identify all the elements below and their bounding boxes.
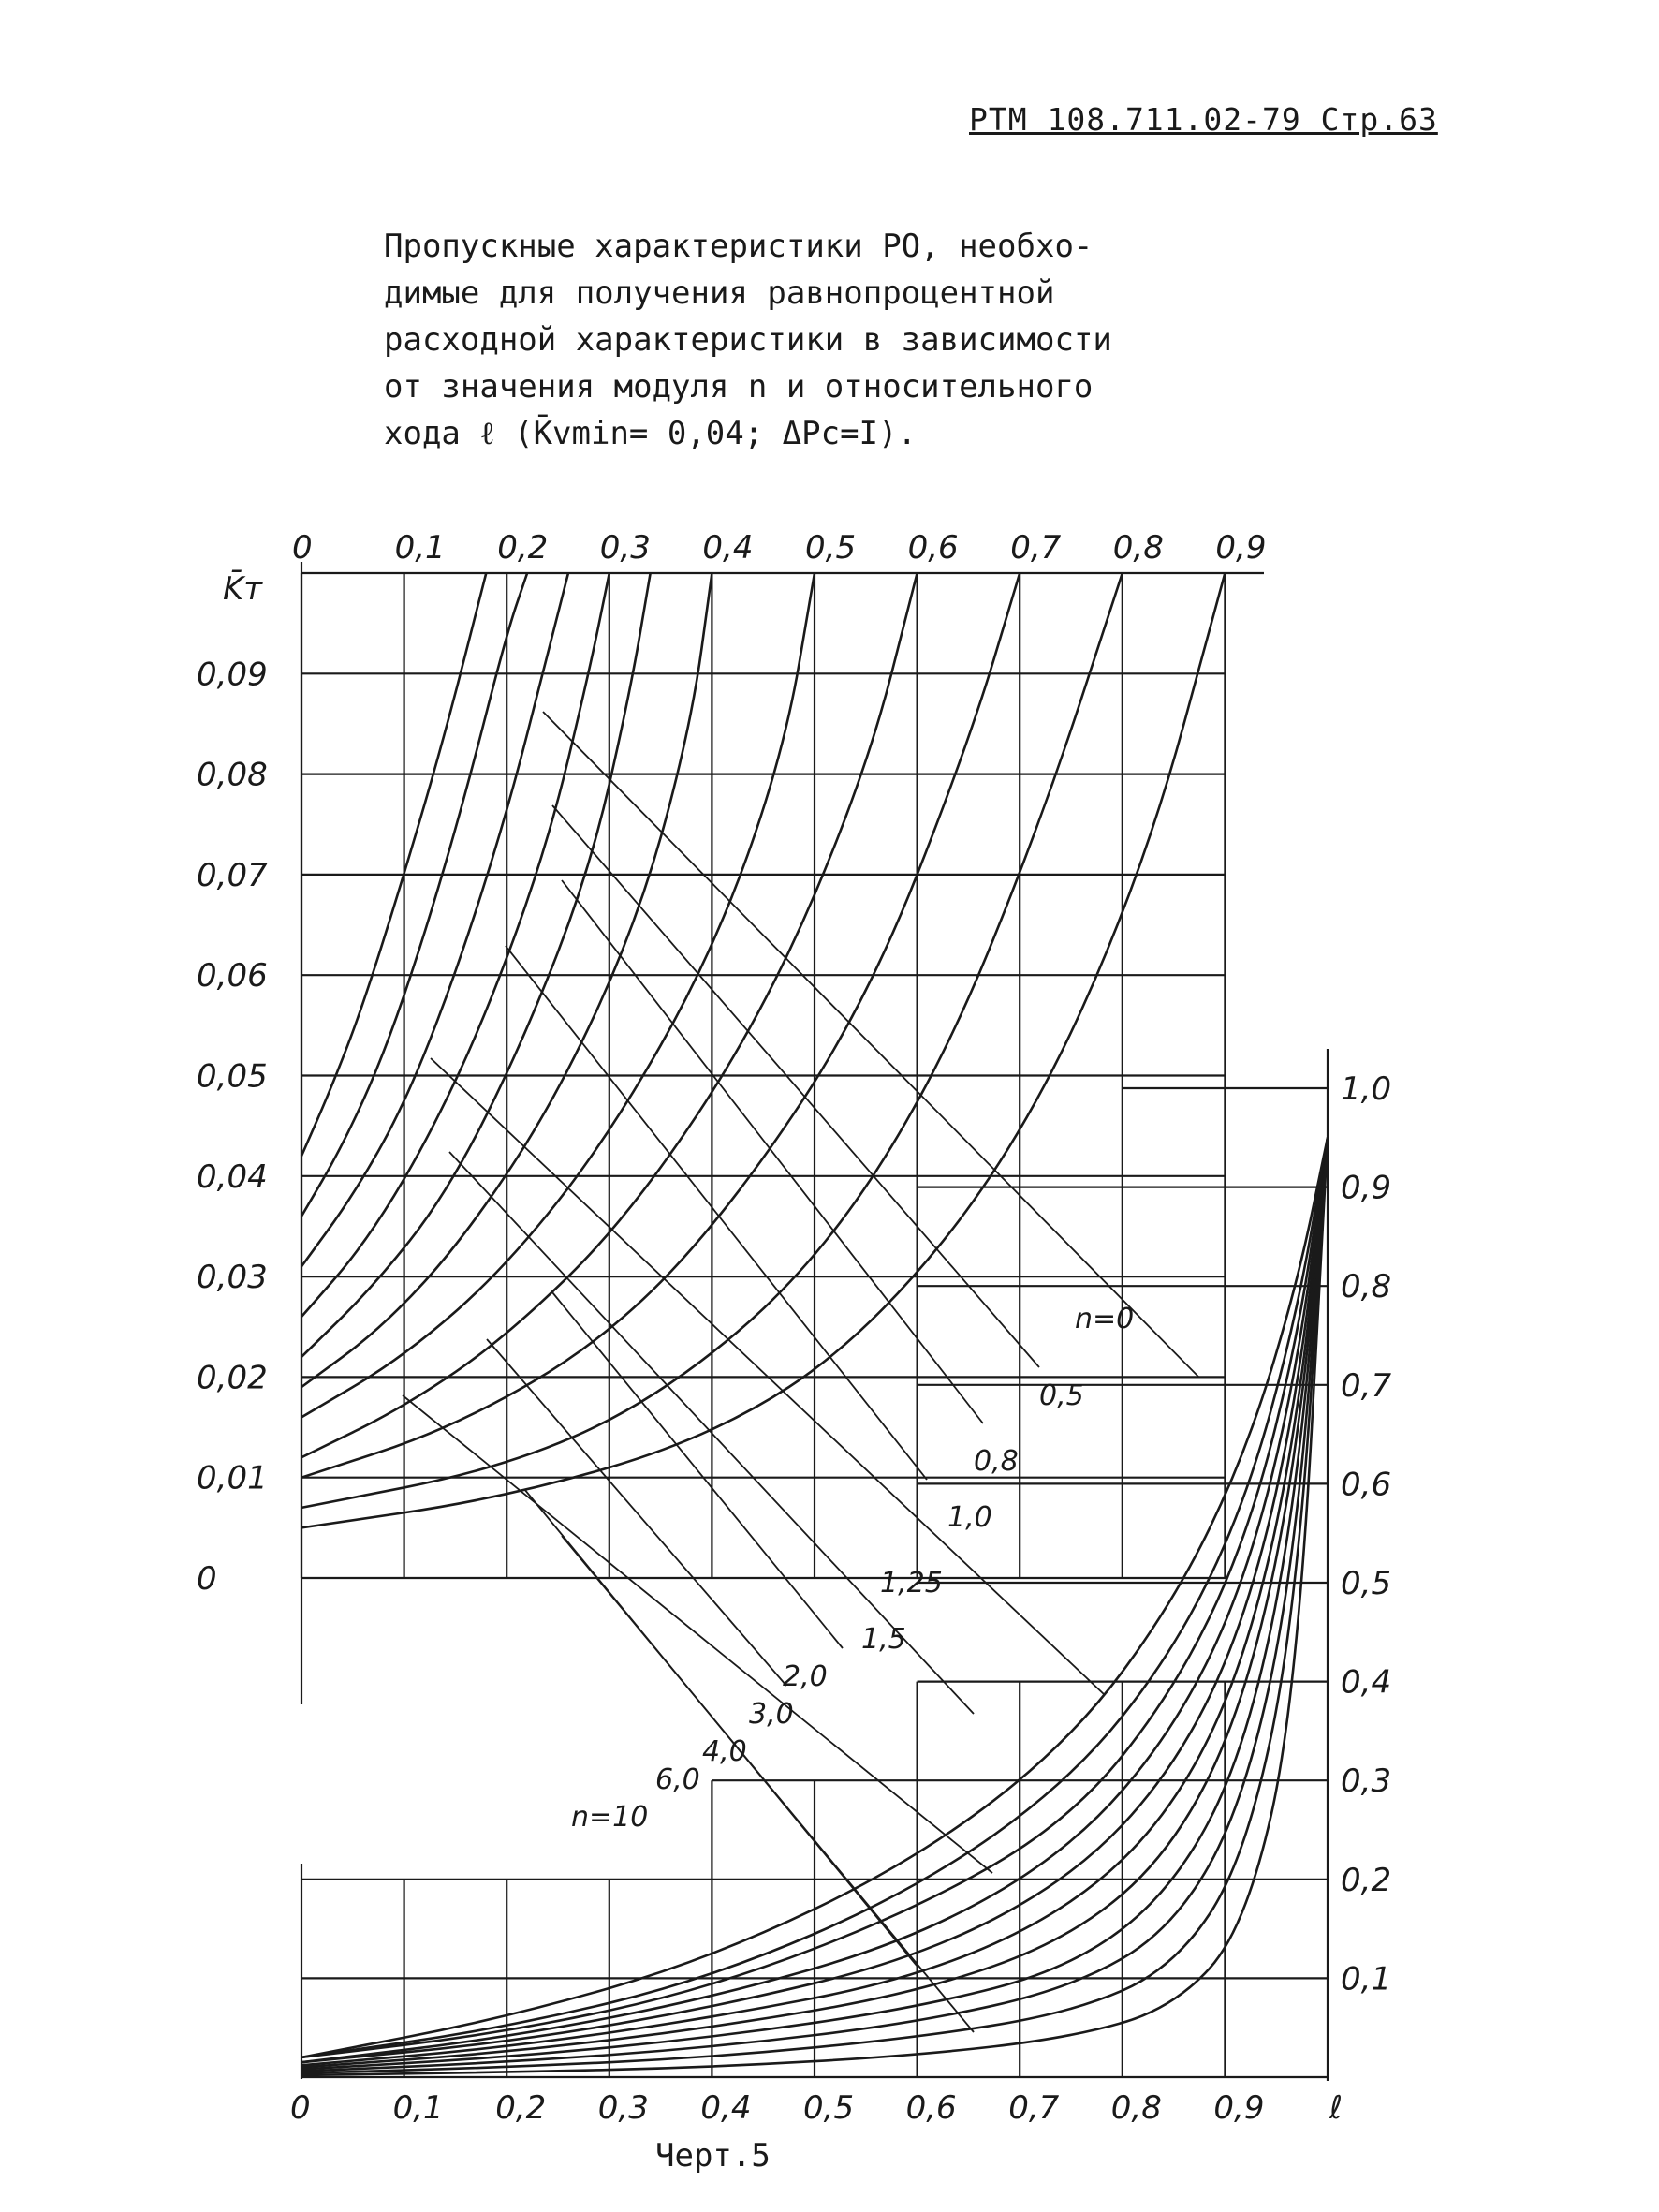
upper-y-tick-label: 0,01 xyxy=(197,1459,268,1497)
bottom-x-tick-label: 0,4 xyxy=(700,2089,752,2127)
curve-label: 4,0 xyxy=(702,1735,747,1768)
leader-line xyxy=(487,1339,786,1686)
figure-number: Черт.5 xyxy=(655,2137,771,2175)
upper-y-axis-label: K̄т xyxy=(223,570,263,608)
top-x-tick-label: 0 xyxy=(292,529,313,567)
upper-y-tick-label: 0,08 xyxy=(197,756,268,794)
right-y-tick-label: 0,5 xyxy=(1341,1565,1392,1602)
right-y-tick-label: 0,8 xyxy=(1341,1268,1392,1306)
right-y-tick-label: 0,2 xyxy=(1341,1861,1392,1899)
right-y-tick-label: 0,7 xyxy=(1341,1366,1392,1405)
upper-curve xyxy=(301,573,568,1266)
top-x-tick-label: 0,7 xyxy=(1010,529,1062,567)
curve-label: 1,0 xyxy=(947,1501,992,1534)
bottom-x-tick-label: 0,3 xyxy=(597,2089,649,2127)
right-y-tick-label: 0,9 xyxy=(1341,1169,1392,1207)
bottom-x-axis-label: ℓ xyxy=(1329,2089,1343,2127)
leader-line xyxy=(552,805,1039,1367)
upper-y-tick-label: 0,03 xyxy=(197,1259,268,1297)
top-x-tick-label: 0,4 xyxy=(702,529,754,567)
bottom-x-tick-label: 0,6 xyxy=(905,2089,957,2127)
top-x-tick-label: 0,2 xyxy=(497,529,549,567)
bottom-x-tick-label: 0,5 xyxy=(803,2089,855,2127)
leader-line xyxy=(506,946,927,1480)
curve-label: 2,0 xyxy=(783,1660,828,1693)
top-x-tick-label: 0,9 xyxy=(1215,529,1267,567)
upper-curve xyxy=(301,573,651,1357)
curve-label: 3,0 xyxy=(749,1698,794,1731)
curve-label: n=10 xyxy=(571,1801,649,1834)
right-y-tick-label: 0,4 xyxy=(1341,1663,1392,1702)
bottom-x-tick-label: 0,7 xyxy=(1008,2089,1060,2127)
right-y-tick-label: 0,1 xyxy=(1341,1960,1392,1998)
curve-label: 6,0 xyxy=(655,1763,700,1796)
grid-layer xyxy=(301,562,1328,2081)
upper-curve xyxy=(301,573,1020,1478)
upper-y-tick-label: 0 xyxy=(197,1560,217,1598)
upper-y-tick-label: 0,04 xyxy=(197,1158,268,1196)
top-x-tick-label: 0,5 xyxy=(805,529,857,567)
upper-y-tick-label: 0,02 xyxy=(197,1359,268,1397)
upper-curve xyxy=(301,573,486,1156)
bottom-x-tick-label: 0,2 xyxy=(495,2089,547,2127)
leader-line xyxy=(562,880,983,1423)
upper-y-tick-label: 0,09 xyxy=(197,656,268,694)
leader-line xyxy=(562,1536,974,2032)
curve-label: 1,5 xyxy=(861,1623,906,1656)
right-y-tick-label: 0,6 xyxy=(1341,1466,1392,1504)
bottom-x-tick-label: 0 xyxy=(290,2089,311,2127)
bottom-x-tick-label: 0,9 xyxy=(1213,2089,1265,2127)
top-x-tick-label: 0,3 xyxy=(599,529,651,567)
top-x-tick-label: 0,6 xyxy=(907,529,959,567)
upper-curve xyxy=(301,573,609,1317)
figure-caption: Пропускные характеристики РО, необхо- димые для получения равнопроцентной расходной характеристики в зависимости от значения модуля n и относительного хода ℓ (K̄vmin= 0,04; ΔPc=I). xyxy=(384,228,1112,452)
curve-label: 0,5 xyxy=(1039,1379,1084,1412)
upper-y-tick-label: 0,06 xyxy=(197,957,268,995)
upper-y-tick-label: 0,07 xyxy=(197,856,268,894)
right-y-tick-label: 1,0 xyxy=(1341,1070,1392,1108)
curve-label: 0,8 xyxy=(974,1445,1019,1478)
upper-curve xyxy=(301,573,815,1417)
top-x-tick-label: 0,1 xyxy=(394,529,446,567)
curve-label: 1,25 xyxy=(880,1567,943,1600)
right-y-tick-label: 0,3 xyxy=(1341,1762,1392,1801)
curve-label: n=0 xyxy=(1075,1303,1135,1335)
upper-y-tick-label: 0,05 xyxy=(197,1057,268,1096)
document-reference: РТМ 108.711.02-79 Стр.63 xyxy=(969,101,1438,138)
top-x-tick-label: 0,8 xyxy=(1112,529,1164,567)
tick-labels-layer xyxy=(197,529,1391,2127)
upper-curve xyxy=(301,573,527,1217)
bottom-x-tick-label: 0,8 xyxy=(1110,2089,1162,2127)
bottom-x-tick-label: 0,1 xyxy=(392,2089,444,2127)
